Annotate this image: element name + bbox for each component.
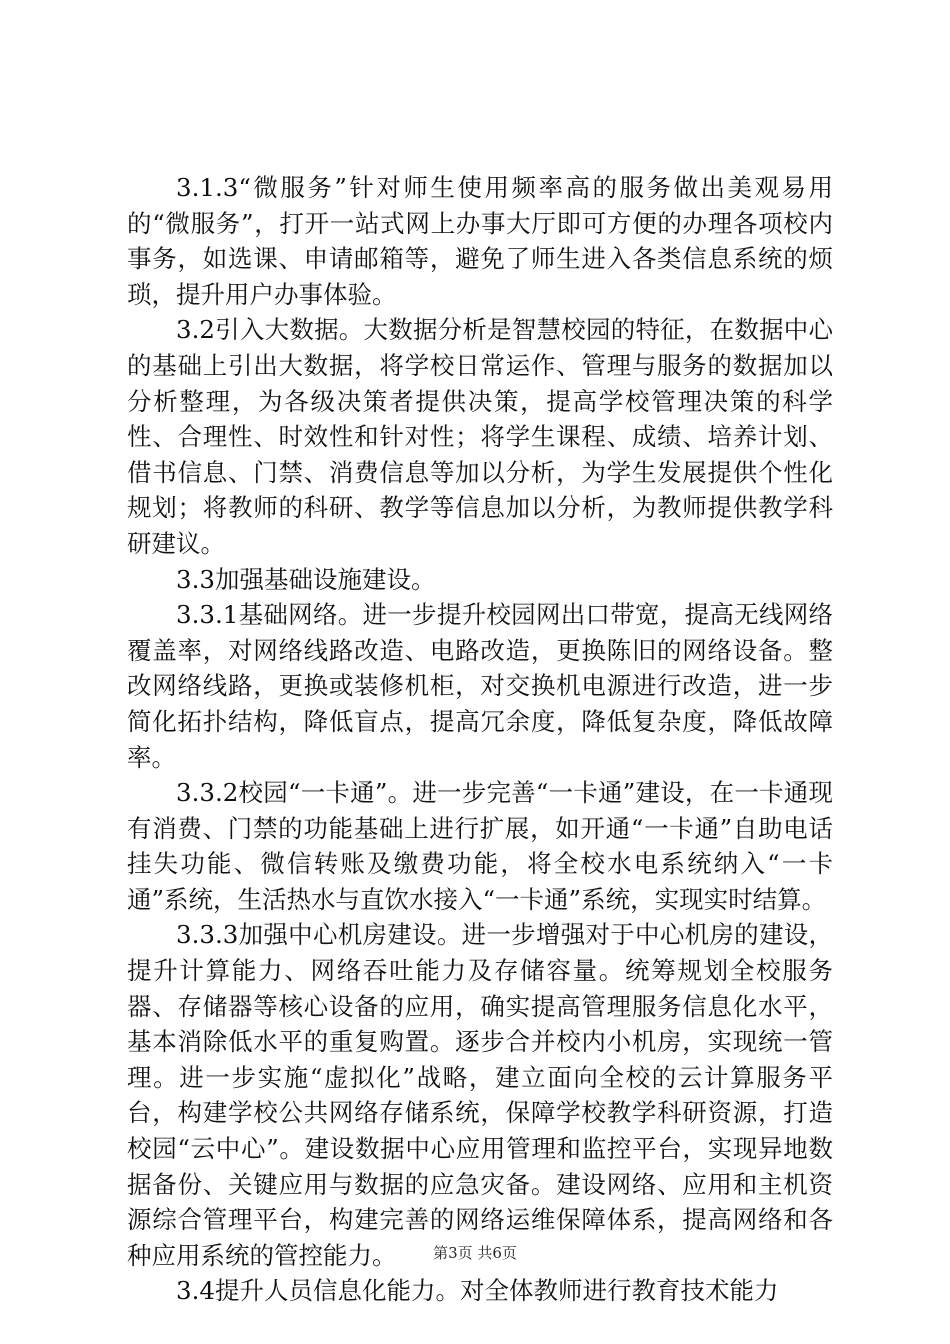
paragraph-3-2: 3.2引入大数据。大数据分析是智慧校园的特征，在数据中心的基础上引出大数据，将学校日常运作、管理与服务的数据加以分析整理，为各级决策者提供决策，提高学校管理决策的科学性、合理性、时效性和针对性；将学生课程、成绩、培养计划、借书信息、门禁、消费信息等加以分析，为学生发展提供个性化规划；将教师的科研、教学等信息加以分析，为教师提供教学科研建议。 xyxy=(127,315,833,558)
document-body xyxy=(127,170,833,1309)
paragraph-3-3-2: 3.3.2校园“一卡通”。进一步完善“一卡通”建设，在一卡通现有消费、门禁的功能基础上进行扩展，如开通“一卡通”自助电话挂失功能、微信转账及缴费功能，将全校水电系统纳入“一卡通”系统，生活热水与直饮水接入“一卡通”系统，实现实时结算。 xyxy=(127,778,833,914)
page-number-footer: 第3页 共6页 xyxy=(433,1244,517,1262)
paragraph-3-3-3: 3.3.3加强中心机房建设。进一步增强对于中心机房的建设，提升计算能力、网络吞吐能力及存储容量。统筹规划全校服务器、存储器等核心设备的应用，确实提高管理服务信息化水平，基本消除低水平的重复购置。逐步合并校内小机房，实现统一管理。进一步实施“虚拟化”战略，建立面向全校的云计算服务平台，构建学校公共网络存储系统，保障学校教学科研资源，打造校园“云中心”。建设数据中心应用管理和监控平台，实现异地数据备份、关键应用与数据的应急灾备。建设网络、应用和主机资源综合管理平台，构建完善的网络运维保障体系，提高网络和各种应用系统的管控能力。 xyxy=(127,920,833,1270)
paragraph-3-4: 3.4提升人员信息化能力。对全体教师进行教育技术能力 xyxy=(176,1276,779,1306)
paragraph-3-3-1: 3.3.1基础网络。进一步提升校园网出口带宽，提高无线网络覆盖率，对网络线路改造、电路改造，更换陈旧的网络设备。整改网络线路，更换或装修机柜，对交换机电源进行改造，进一步简化拓扑结构，降低盲点，提高冗余度，降低复杂度，降低故障率。 xyxy=(127,600,833,772)
paragraph-3-1-3: 3.1.3“微服务”针对师生使用频率高的服务做出美观易用的“微服务”，打开一站式网上办事大厅即可方便的办理各项校内事务，如选课、申请邮箱等，避免了师生进入各类信息系统的烦琐，提升用户办事体验。 xyxy=(127,173,833,309)
paragraph-3-3: 3.3加强基础设施建设。 xyxy=(176,564,436,594)
